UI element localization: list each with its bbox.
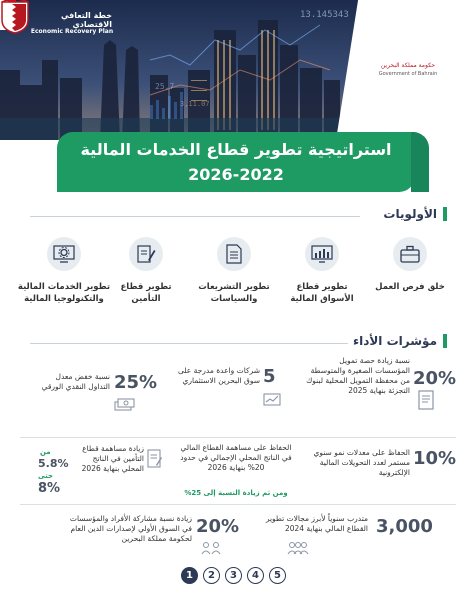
cash-stack-icon [114,396,136,415]
fintech-gear-icon [47,237,81,271]
priority-item-legislation [194,237,274,305]
kpi-6-to-label: حتى [38,472,53,480]
participants-icon [200,540,222,559]
kpi-4-card [306,448,410,478]
kpi-heading [353,334,447,348]
priority-label: تطوير قطاع التأمين [120,282,172,304]
insurance-form-icon [129,237,163,271]
page-dot-1[interactable]: 1 [181,567,198,584]
page-dot-4[interactable]: 4 [247,567,264,584]
row-divider [20,504,456,505]
kpi-3-text: نسبة خفض معدل التداول النقدي الورقي [41,372,110,391]
row-divider [20,437,456,438]
kpi-7-text: متدرب سنوياً لأبرز مجالات تطوير القطاع المالي بنهاية 2024 [265,514,368,533]
kpi-1-card [306,356,410,396]
kpi-7-card [256,514,368,534]
kpi-7-value: 3,000 [376,516,433,537]
kpi-2-text: شركات واعدة مدرجة على سوق البحرين الاستثماري [178,366,260,385]
pagination [181,567,286,584]
government-name-arabic: حكومة مملكة البحرين [380,62,436,69]
kpi-1-text: نسبة زيادة حصة تمويل المؤسسات الصغيرة والمتوسطة من محفظة التمويل المحلية لبنوك التجزئة بنهاية 2025 [306,356,410,395]
kpi-6-to-value: 8% [38,481,61,496]
hero-ticker-1: 13.145343 [300,10,349,20]
document-icon [217,237,251,271]
hero-banner [0,0,474,140]
priority-label: تطوير قطاع الأسواق المالية [290,282,354,304]
page-title: استراتيجية تطوير قطاع الخدمات المالية [80,140,392,159]
priority-label: خلق فرص العمل [375,282,445,292]
priorities-heading [383,207,447,221]
kpi-6-from-label: من [40,448,51,456]
priority-item-markets [282,237,362,305]
insurance-document-icon [147,449,163,473]
hero-ticker-3: 3,11.07 [180,100,210,108]
page-dot-5[interactable]: 5 [269,567,286,584]
kpi-5-note: ومن ثم زيادة النسبة إلى 25% [184,489,288,497]
page-dot-3[interactable]: 3 [225,567,242,584]
kpi-8-value: 20% [196,516,240,537]
page-dot-2[interactable]: 2 [203,567,220,584]
kpi-6-from-value: 5.8% [38,457,69,470]
kpi-6-text: زيادة مساهمة قطاع التأمين في الناتج المحلي بنهاية 2026 [81,444,144,473]
kpi-heading-rule [30,343,348,344]
kpi-8-card [60,514,192,544]
receipt-coins-icon [417,390,437,416]
government-emblem-icon [0,0,30,34]
kpi-1-value: 20% [413,368,457,389]
kpi-4-text: الحفاظ على معدلات نمو سنوي مستمر لعدد التحويلات المالية الإلكترونية [313,448,410,477]
priority-item-fintech [16,237,112,305]
priority-item-jobs [370,237,450,293]
government-logo-panel [336,0,474,140]
stock-chart-icon [263,392,281,411]
kpi-2-card [176,366,260,386]
page-title-years: 2026-2022 [188,165,284,184]
kpi-5-text: الحفاظ على مساهمة القطاع المالي في الناتج المحلي الإجمالي في حدود 20% بنهاية 2026 [180,443,292,472]
erp-title-arabic: خطة التعافي الاقتصادي [60,11,112,29]
kpi-4-value: 10% [413,448,457,469]
kpi-6-card [80,444,144,474]
trainees-group-icon [287,540,309,559]
priorities-heading-text: الأولويات [383,207,437,221]
market-chart-icon [305,237,339,271]
priority-label: تطوير التشريعات والسياسات [198,282,270,304]
erp-title-english: Economic Recovery Plan [30,28,114,35]
government-name-english: Government of Bahrain [378,71,438,77]
priority-label: تطوير الخدمات المالية والتكنولوجيا المالية [17,282,111,304]
hero-ticker-2: 25,7 [155,82,175,91]
kpi-heading-text: مؤشرات الأداء [352,334,437,348]
priorities-heading-rule [30,216,360,217]
briefcase-icon [393,237,427,271]
priority-item-insurance [106,237,186,305]
heading-accent-bar [443,207,447,221]
kpi-8-text: زيادة نسبة مشاركة الأفراد والمؤسسات في السوق الأولي لإصدارات الدين العام لحكومة مملكة البحرين [69,514,192,543]
kpi-3-card [40,372,110,392]
heading-accent-bar [443,334,447,348]
kpi-5-card [176,443,296,473]
kpi-3-value: 25% [114,372,158,393]
kpi-2-value: 5 [263,366,276,387]
